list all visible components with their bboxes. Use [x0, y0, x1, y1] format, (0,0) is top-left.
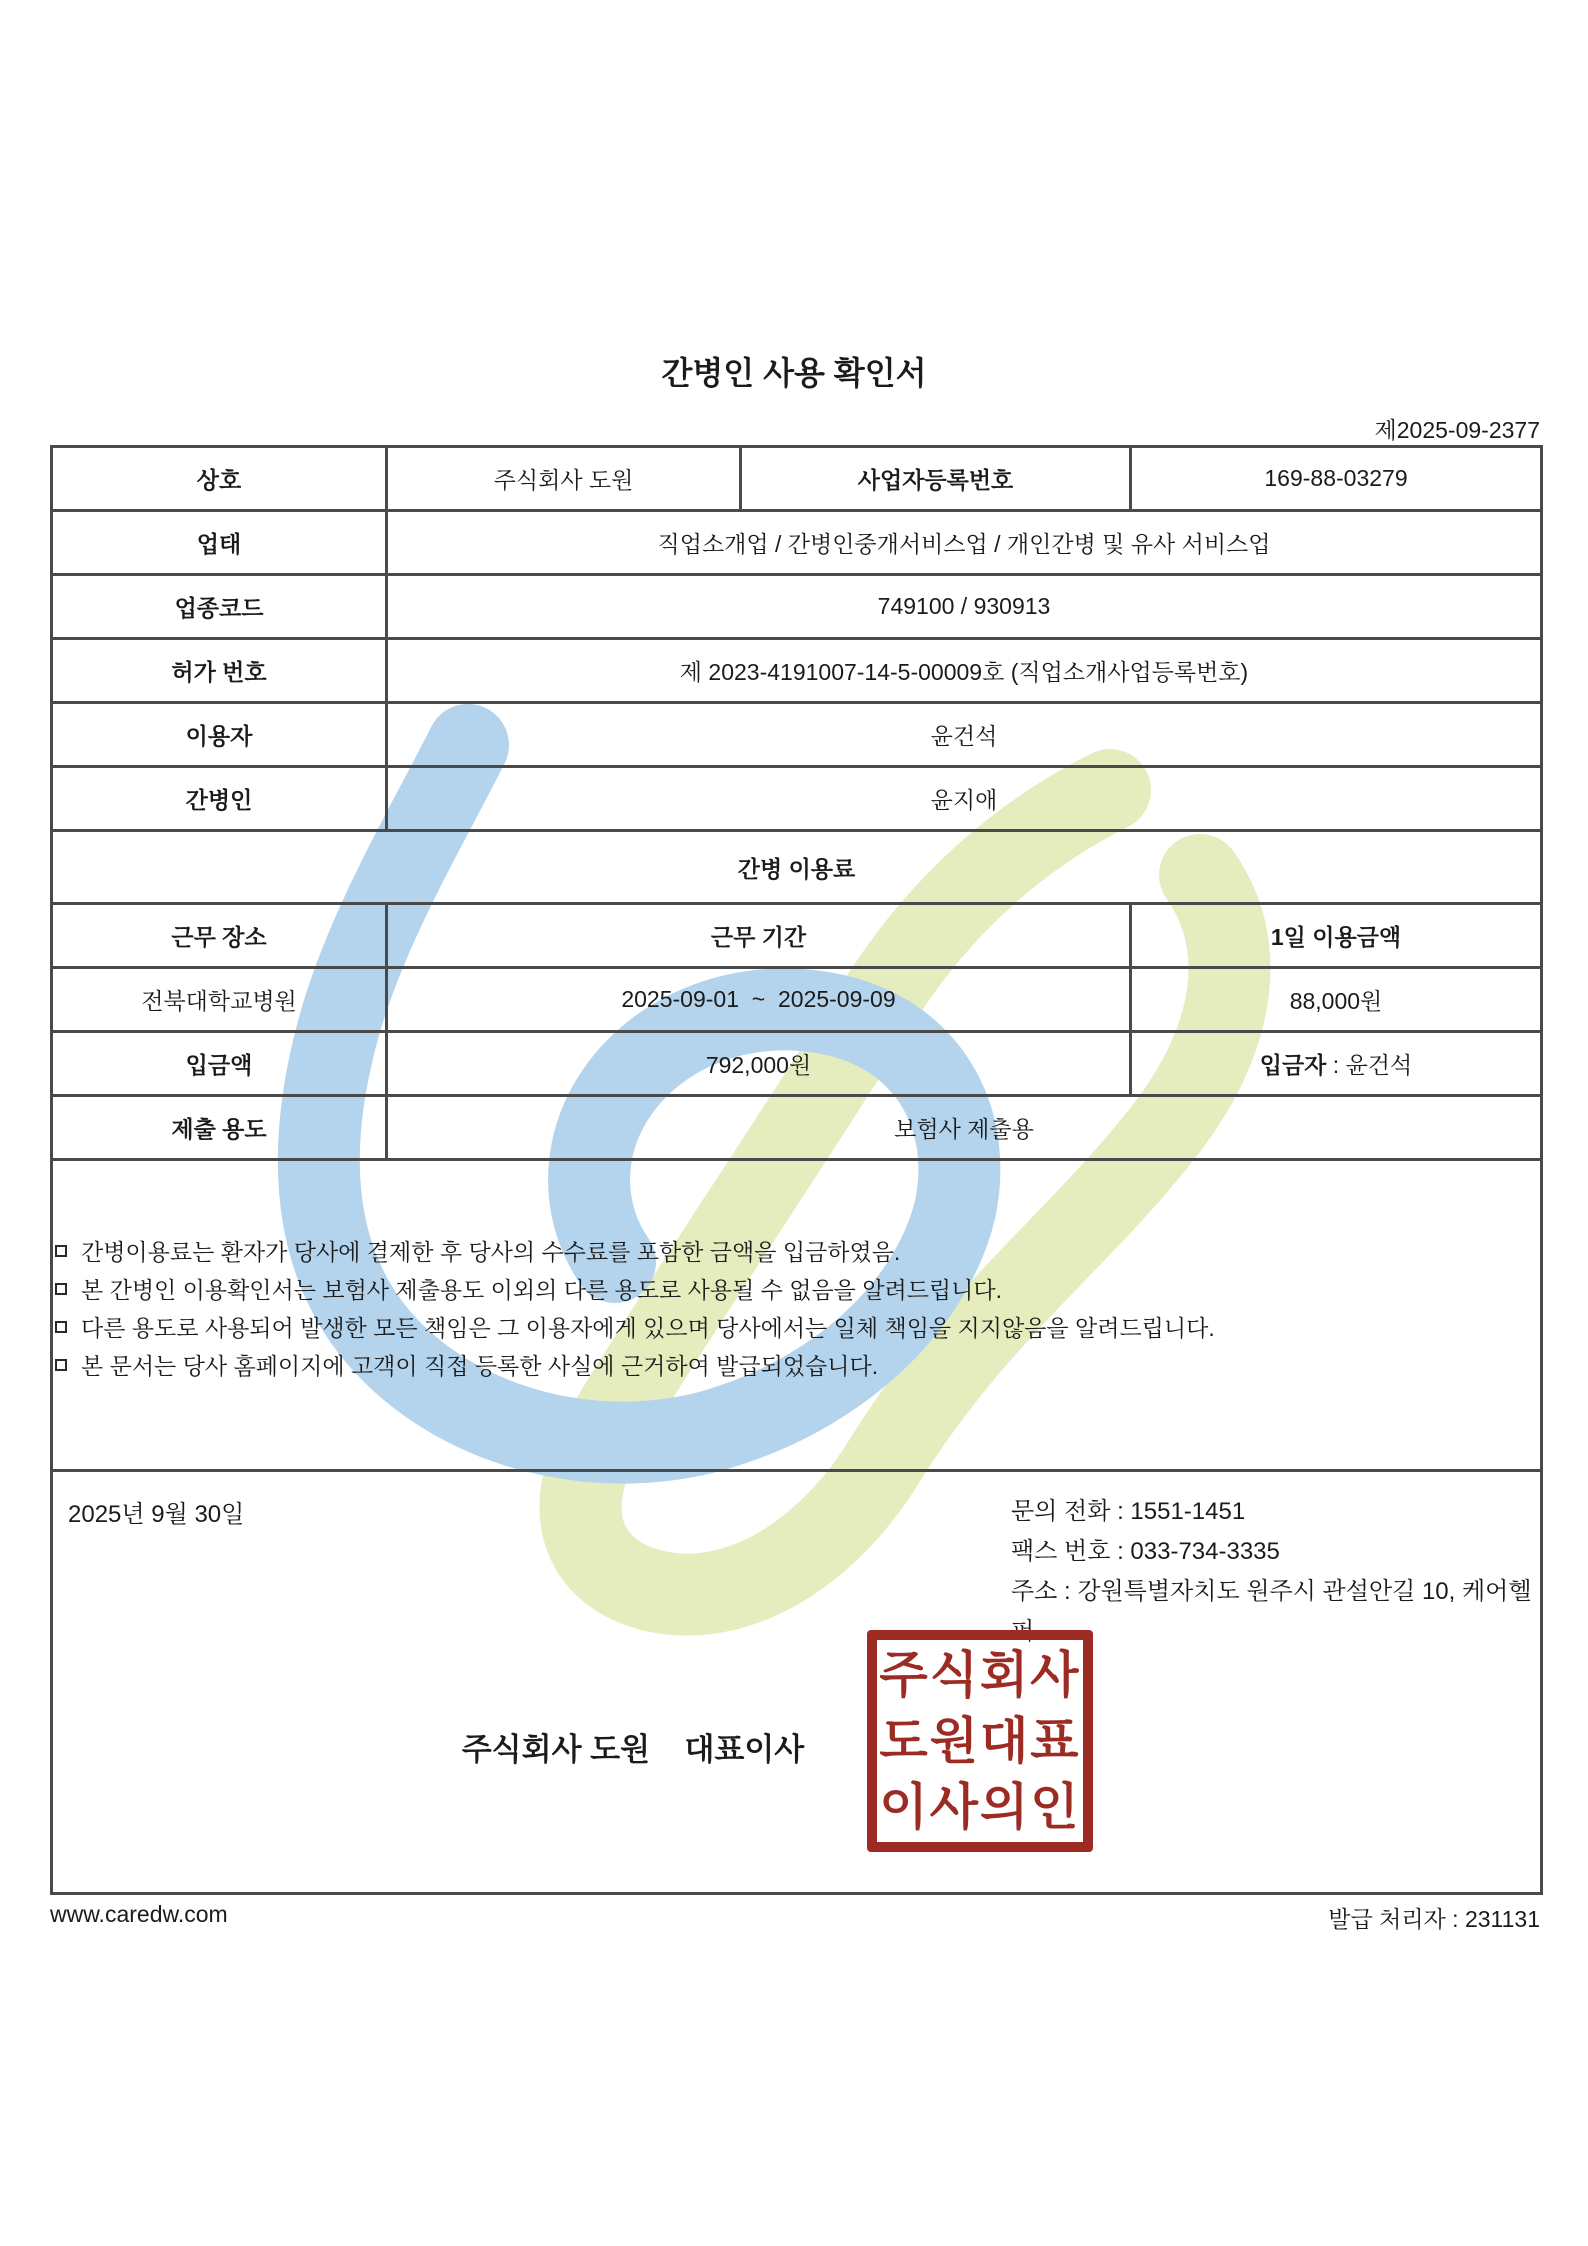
seal-text-line: 도원대표 — [879, 1712, 1081, 1770]
bizreg-value: 169-88-03279 — [1131, 447, 1542, 511]
bizreg-label: 사업자등록번호 — [741, 447, 1131, 511]
work-period-header: 근무 기간 — [387, 904, 1131, 968]
note-text: 다른 용도로 사용되어 발생한 모든 책임은 그 이용자에게 있으며 당사에서는 일체 책임을 지지않음을 알려드립니다. — [81, 1315, 1215, 1341]
note-line — [53, 1353, 1540, 1379]
depositor-cell — [1131, 1032, 1542, 1096]
table-row — [52, 703, 1542, 767]
issue-row — [52, 1471, 1542, 1894]
notes-row — [52, 1160, 1542, 1471]
note-text: 간병이용료는 환자가 당사에 결제한 후 당사의 수수료를 포함한 금액을 입금하였음. — [81, 1239, 901, 1265]
deposit-label: 입금액 — [52, 1032, 387, 1096]
permit-label: 허가 번호 — [52, 639, 387, 703]
user-label: 이용자 — [52, 703, 387, 767]
contact-block — [1011, 1492, 1540, 1652]
industry-code-label: 업종코드 — [52, 575, 387, 639]
purpose-label: 제출 용도 — [52, 1096, 387, 1160]
corporate-seal-stamp — [867, 1630, 1093, 1852]
page-title: 간병인 사용 확인서 — [661, 355, 927, 391]
fee-values-row — [52, 968, 1542, 1032]
square-bullet-icon — [55, 1359, 67, 1371]
document-number: 제2025-09-2377 — [1374, 417, 1540, 443]
company-signature-line: 주식회사 도원 대표이사 — [461, 1732, 805, 1767]
note-text: 본 간병인 이용확인서는 보험사 제출용도 이외의 다른 용도로 사용될 수 없음을 알려드립니다. — [81, 1277, 1002, 1303]
table-row — [52, 575, 1542, 639]
depositor-label: 입금자 — [1259, 1052, 1327, 1078]
table-row — [52, 511, 1542, 575]
work-period-value: 2025-09-01 ~ 2025-09-09 — [387, 968, 1131, 1032]
daily-fee-header: 1일 이용금액 — [1131, 904, 1542, 968]
issue-date: 2025년 9월 30일 — [68, 1501, 245, 1528]
fee-columns-row — [52, 904, 1542, 968]
company-value: 주식회사 도원 — [387, 447, 741, 511]
table-row — [52, 447, 1542, 511]
depositor-value: : 윤건석 — [1326, 1052, 1413, 1078]
deposit-row — [52, 1032, 1542, 1096]
note-text: 본 문서는 당사 홈페이지에 고객이 직접 등록한 사실에 근거하여 발급되었습니다. — [81, 1353, 879, 1379]
permit-value: 제 2023-4191007-14-5-00009호 (직업소개사업등록번호) — [387, 639, 1542, 703]
table-row — [52, 767, 1542, 831]
square-bullet-icon — [55, 1283, 67, 1295]
caregiver-label: 간병인 — [52, 767, 387, 831]
issuer-id: 발급 처리자 : 231131 — [1328, 1906, 1540, 1932]
user-value: 윤건석 — [387, 703, 1542, 767]
note-line — [53, 1315, 1540, 1341]
certificate-table — [50, 445, 1543, 1895]
work-place-value: 전북대학교병원 — [52, 968, 387, 1032]
contact-fax: 팩스 번호 : 033-734-3335 — [1011, 1538, 1280, 1565]
page-footer — [50, 1901, 1540, 1934]
square-bullet-icon — [55, 1245, 67, 1257]
notes-cell — [52, 1160, 1542, 1471]
biztype-value: 직업소개업 / 간병인중개서비스업 / 개인간병 및 유사 서비스업 — [387, 511, 1542, 575]
daily-fee-value: 88,000원 — [1131, 968, 1542, 1032]
note-line — [53, 1239, 1540, 1265]
purpose-value: 보험사 제출용 — [387, 1096, 1542, 1160]
issue-cell — [52, 1471, 1542, 1894]
deposit-value: 792,000원 — [387, 1032, 1131, 1096]
caregiver-value: 윤지애 — [387, 767, 1542, 831]
table-row — [52, 639, 1542, 703]
website-url: www.caredw.com — [50, 1901, 228, 1927]
square-bullet-icon — [55, 1321, 67, 1333]
industry-code-value: 749100 / 930913 — [387, 575, 1542, 639]
seal-text-line: 이사의인 — [879, 1778, 1081, 1836]
biztype-label: 업태 — [52, 511, 387, 575]
work-place-header: 근무 장소 — [52, 904, 387, 968]
contact-address: 주소 : 강원특별자치도 원주시 관설안길 10, 케어헬퍼 — [1011, 1578, 1532, 1645]
fee-section-title: 간병 이용료 — [52, 831, 1542, 904]
purpose-row — [52, 1096, 1542, 1160]
company-label: 상호 — [52, 447, 387, 511]
contact-phone: 문의 전화 : 1551-1451 — [1011, 1498, 1246, 1525]
fee-section-header-row — [52, 831, 1542, 904]
seal-text-line: 주식회사 — [879, 1646, 1081, 1704]
note-line — [53, 1277, 1540, 1303]
